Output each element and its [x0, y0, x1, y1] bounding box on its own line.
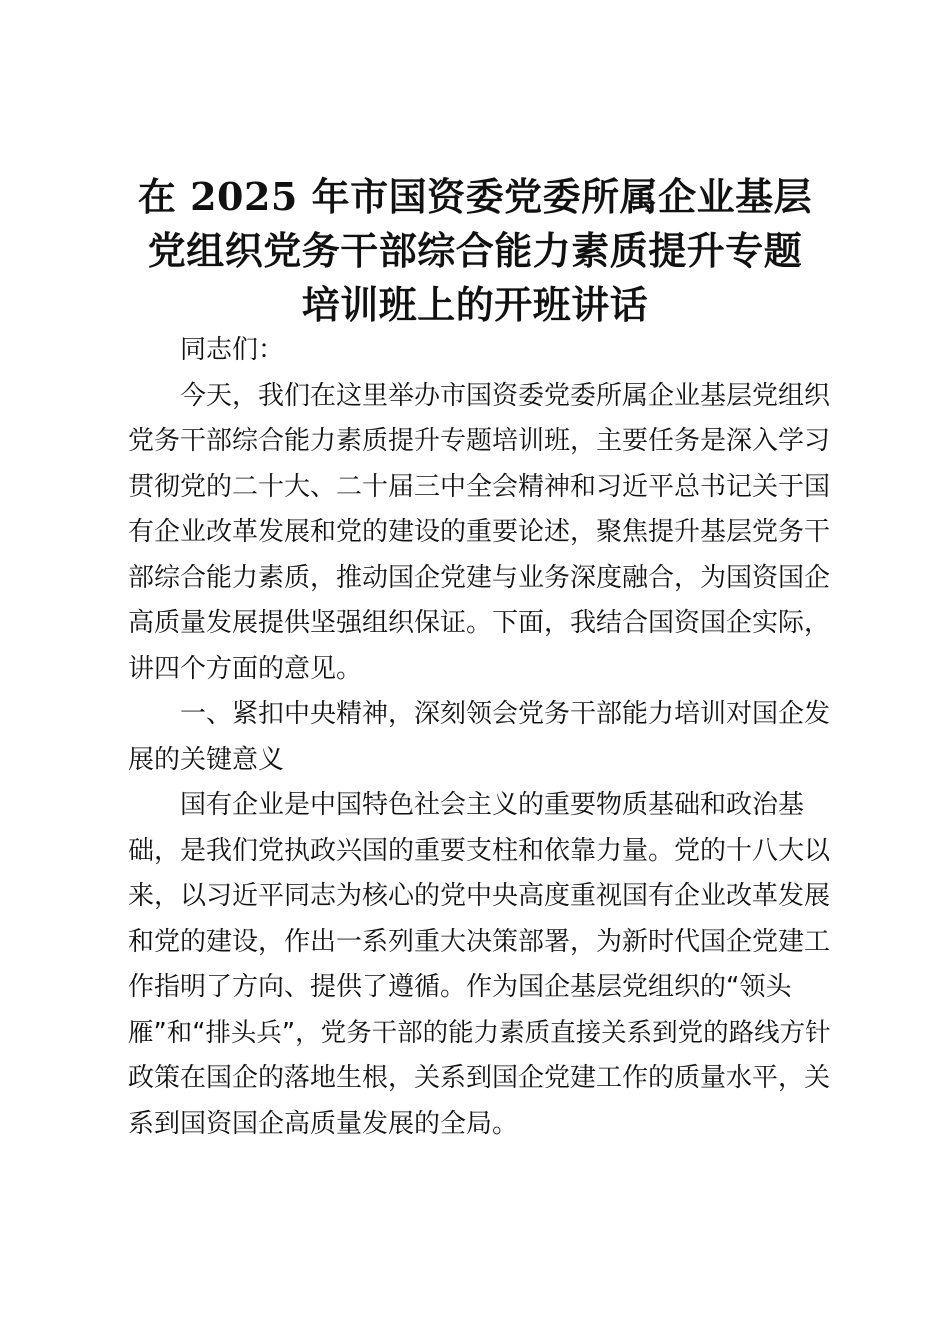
title-line: 党组织党务干部综合能力素质提升专题 [147, 228, 803, 273]
body-line: 贯彻党的二十大、二十届三中全会精神和习近平总书记关于国 [128, 471, 831, 502]
title-line: 培训班上的开班讲话 [301, 282, 649, 327]
body-line: 作指明了方向、提供了遵循。作为国企基层党组织的“领头 [128, 972, 792, 1002]
body-line: 础，是我们党执政兴国的重要支柱和依靠力量。党的十八大以 [128, 835, 831, 866]
title-line: 在 2025 年市国资委党委所属企业基层 [137, 174, 813, 219]
document-title [110, 170, 840, 332]
body-line: 一、紧扣中央精神，深刻领会党务干部能力培训对国企发 [180, 699, 831, 729]
body-line: 系到国资国企高质量发展的全局。 [128, 1108, 519, 1139]
body-line: 展的关键意义 [128, 744, 285, 775]
body-line: 同志们： [180, 335, 285, 365]
body-line: 国有企业是中国特色社会主义的重要物质基础和政治基 [180, 790, 805, 820]
body-line: 今天，我们在这里举办市国资委党委所属企业基层党组织 [180, 380, 831, 411]
body-line: 和党的建设，作出一系列重大决策部署，为新时代国企党建工 [128, 926, 831, 957]
body-line: 雁”和“排头兵”，党务干部的能力素质直接关系到党的路线方针 [128, 1017, 831, 1048]
body-line: 部综合能力素质，推动国企党建与业务深度融合，为国资国企 [128, 562, 831, 593]
body-line: 有企业改革发展和党的建设的重要论述，聚焦提升基层党务干 [128, 517, 831, 547]
body-line: 高质量发展提供坚强组织保证。下面，我结合国资国企实际， [128, 608, 831, 638]
body-line: 讲四个方面的意见。 [128, 653, 363, 684]
document-body [128, 328, 831, 1147]
body-line: 政策在国企的落地生根，关系到国企党建工作的质量水平，关 [128, 1063, 831, 1093]
body-line: 来，以习近平同志为核心的党中央高度重视国有企业改革发展 [128, 881, 831, 911]
body-line: 党务干部综合能力素质提升专题培训班，主要任务是深入学习 [128, 426, 831, 456]
